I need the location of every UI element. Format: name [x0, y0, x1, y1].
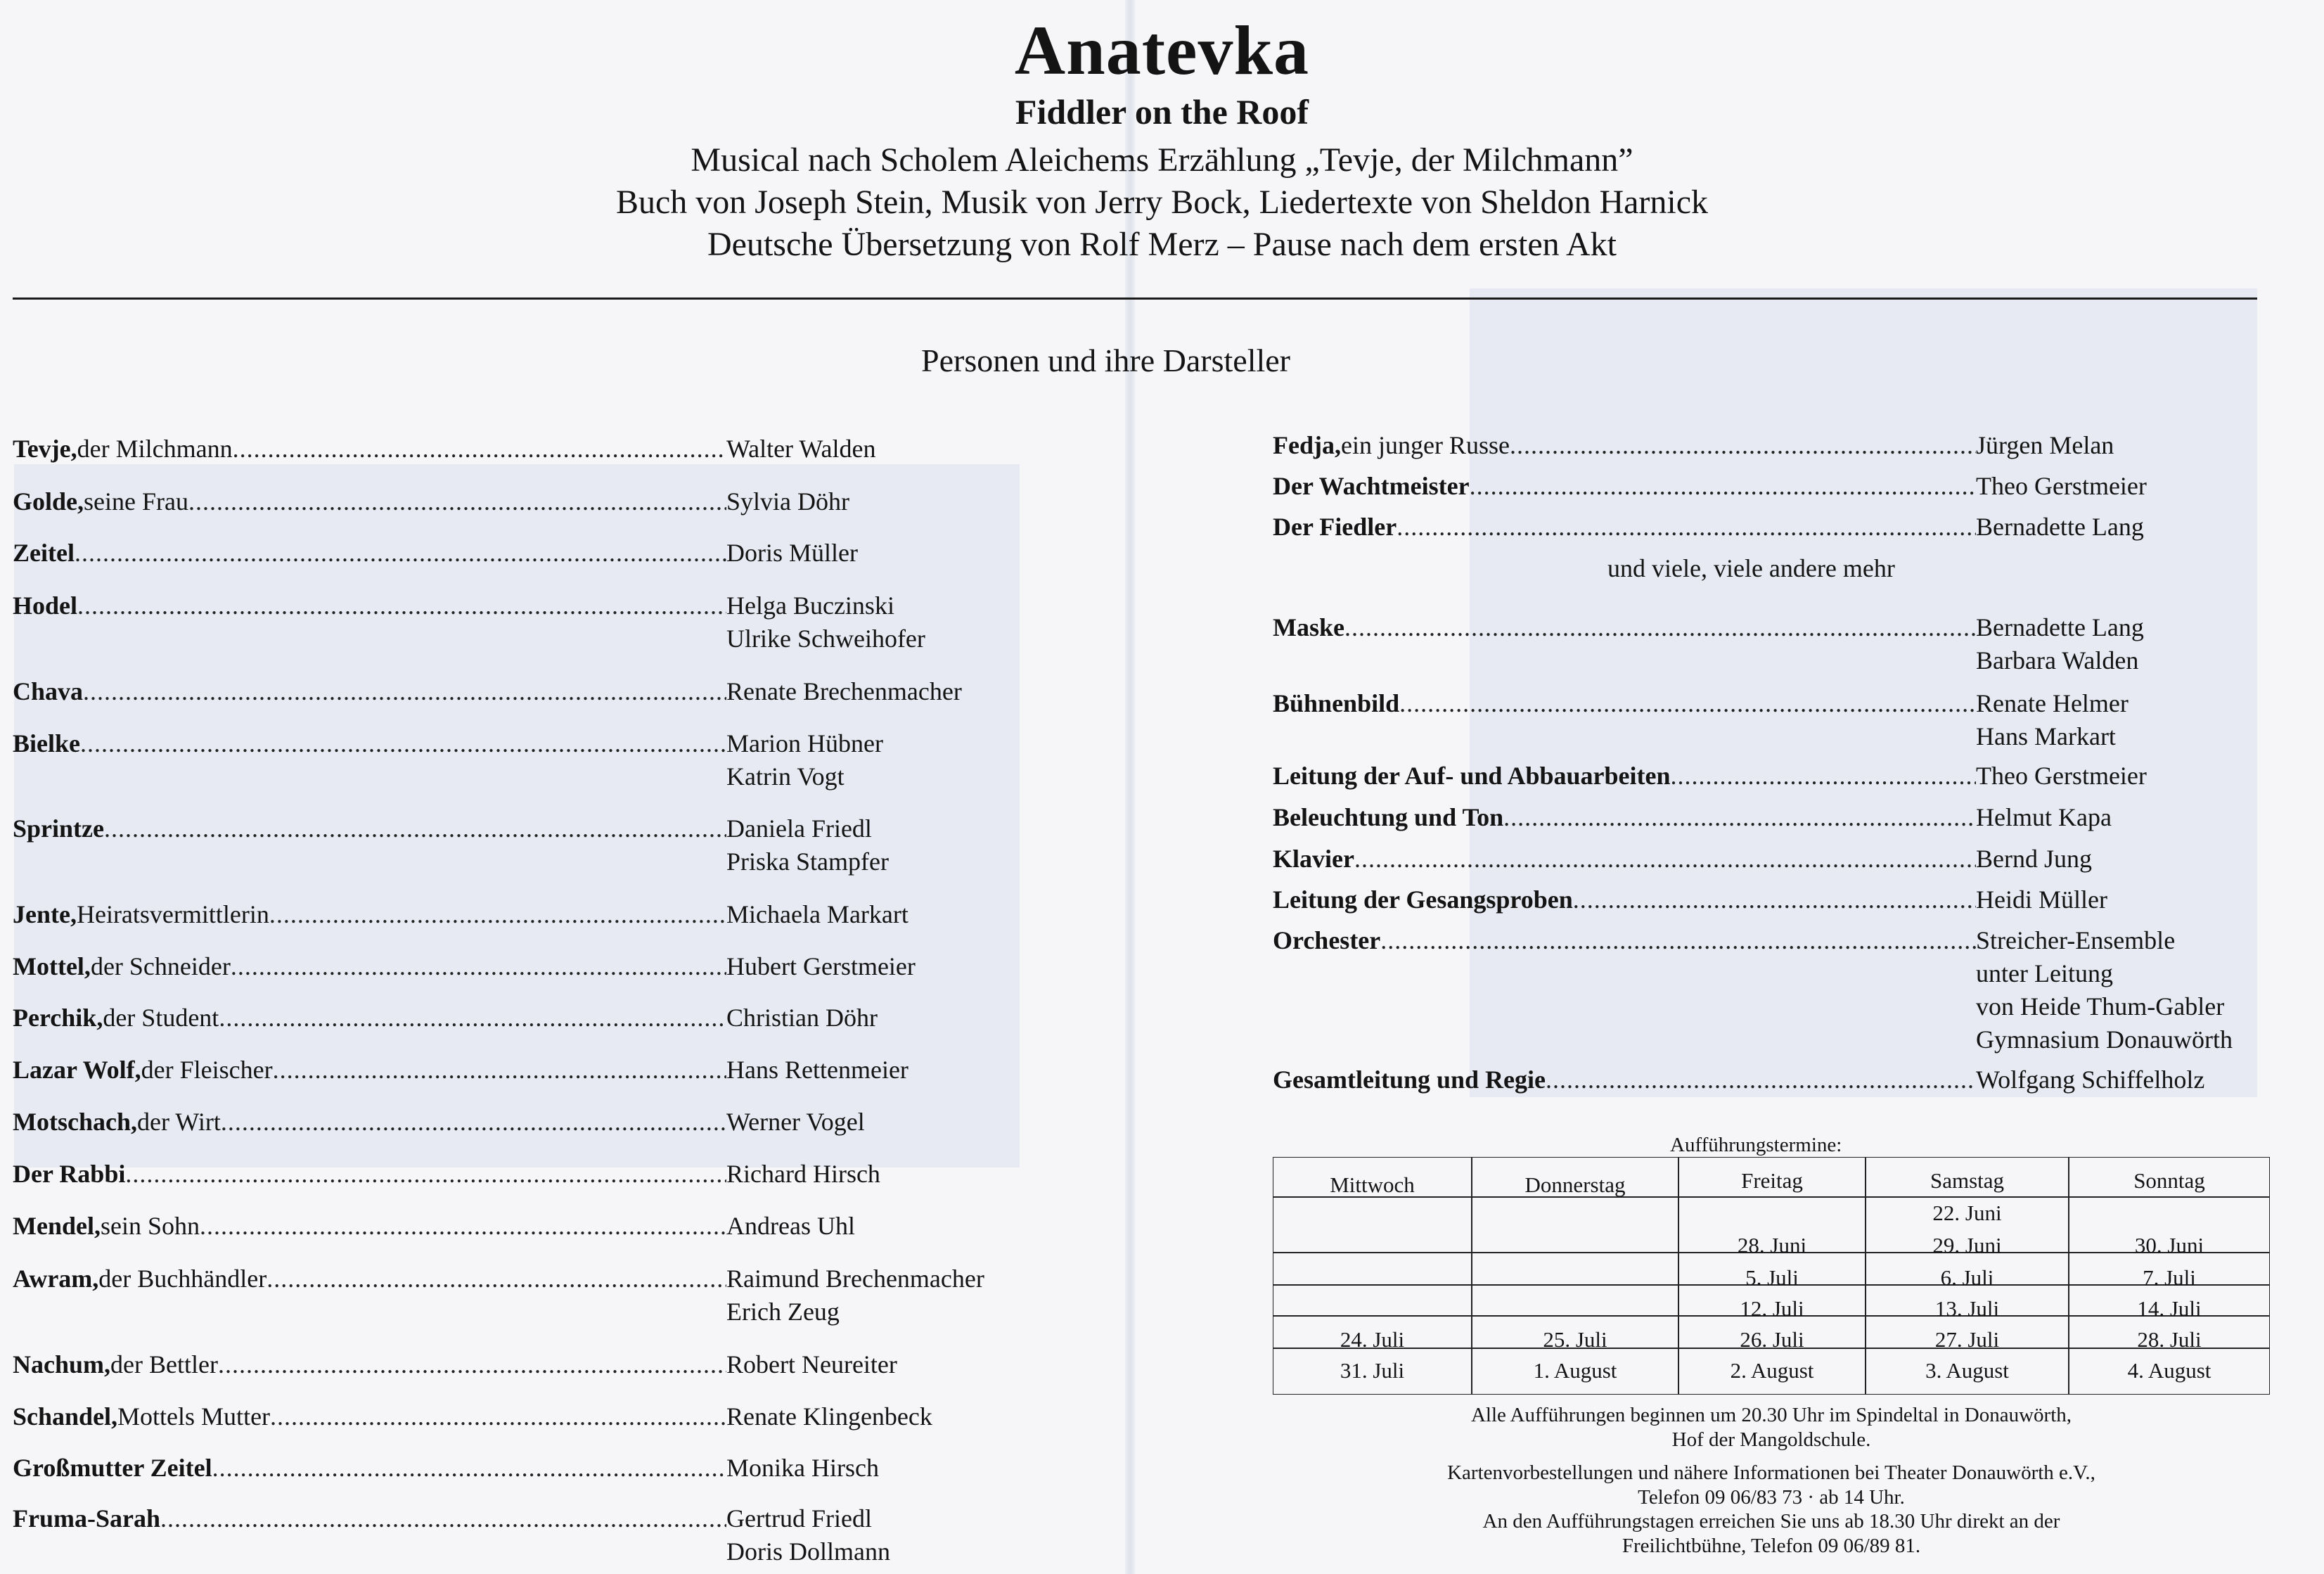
role-cell	[13, 537, 726, 570]
performer-name: von Heide Thum-Gabler	[1976, 992, 2225, 1020]
role-name: Nachum,	[13, 1350, 111, 1378]
performer-name: Ulrike Schweihofer	[726, 625, 925, 653]
role-cell	[1273, 924, 1976, 957]
cast-entry	[13, 727, 1110, 793]
dot-leader	[1344, 611, 1976, 644]
role-name: Großmutter Zeitel	[13, 1454, 212, 1482]
performer-names	[1976, 843, 2092, 876]
role-description: Mottels Mutter	[117, 1402, 271, 1431]
performer-name: Gertrud Friedl	[726, 1504, 872, 1533]
performer-name: Renate Brechenmacher	[726, 677, 962, 705]
role-cell	[1273, 760, 1976, 793]
dot-leader	[75, 537, 726, 570]
role-cell	[1273, 1063, 1976, 1096]
role-name: Zeitel	[13, 539, 75, 567]
role-cell	[13, 1348, 726, 1381]
role-description: seine Frau	[84, 487, 188, 516]
cast-entry	[13, 1502, 1110, 1568]
dot-leader	[1670, 760, 1976, 793]
role-description: der Buchhändler	[98, 1265, 267, 1293]
dot-leader	[218, 1348, 726, 1381]
cast-entry	[1273, 511, 2292, 544]
performance-date: 14. Juli	[2137, 1296, 2202, 1321]
performer-name: Robert Neureiter	[726, 1350, 897, 1378]
role-name: Sprintze	[13, 814, 104, 843]
role-name: Klavier	[1273, 845, 1354, 873]
performer-name: Katrin Vogt	[726, 762, 845, 791]
performer-names	[726, 675, 962, 708]
cast-entry	[1273, 470, 2292, 503]
performer-names	[726, 1054, 909, 1087]
performer-names	[726, 537, 858, 570]
performer-name: Renate Helmer	[1976, 689, 2129, 717]
performer-names	[726, 898, 909, 931]
note-line: An den Aufführungstagen erreichen Sie uns ab 18.30 Uhr direkt an der	[1482, 1510, 2060, 1533]
day-header: Donnerstag	[1524, 1172, 1626, 1197]
role-name: Golde,	[13, 487, 84, 516]
role-description: der Milchmann	[77, 435, 233, 463]
cast-entry	[1273, 611, 2292, 677]
note-line: Telefon 09 06/83 73 · ab 14 Uhr.	[1638, 1486, 1905, 1509]
role-name: Der Rabbi	[13, 1160, 126, 1188]
role-name: Mottel,	[13, 952, 91, 980]
role-cell	[1273, 843, 1976, 876]
performer-name: Theo Gerstmeier	[1976, 472, 2147, 500]
performance-date: 5. Juli	[1745, 1265, 1799, 1290]
performer-name: Priska Stampfer	[726, 847, 889, 876]
performer-names	[726, 433, 875, 466]
schedule-title: Aufführungstermine:	[1670, 1134, 1842, 1156]
performer-names	[1976, 1063, 2204, 1096]
performer-name: Helga Buczinski	[726, 591, 894, 620]
role-cell	[1273, 801, 1976, 834]
performance-date: 24. Juli	[1340, 1327, 1405, 1352]
role-cell	[13, 1054, 726, 1087]
dot-leader	[1573, 883, 1976, 916]
dot-leader	[212, 1452, 726, 1485]
role-description: der Student	[103, 1004, 219, 1032]
performer-name: Barbara Walden	[1976, 646, 2139, 674]
cast-entry	[13, 1348, 1110, 1381]
role-description: der Fleischer	[141, 1056, 273, 1084]
dot-leader	[1380, 924, 1976, 957]
performer-name: Richard Hirsch	[726, 1160, 880, 1188]
performer-name: Helmut Kapa	[1976, 803, 2112, 831]
performance-date: 12. Juli	[1740, 1296, 1804, 1321]
credit-line-source: Musical nach Scholem Aleichems Erzählung „Tevje, der Milchmann”	[691, 141, 1633, 179]
dot-leader	[1546, 1063, 1976, 1096]
cast-entry	[13, 1210, 1110, 1243]
cast-entry	[1273, 760, 2292, 793]
role-cell	[13, 1452, 726, 1485]
dot-leader	[219, 1002, 726, 1035]
performance-date: 3. August	[1925, 1358, 2009, 1383]
role-cell	[1273, 429, 1976, 462]
role-name: Leitung der Auf- und Abbauarbeiten	[1273, 762, 1671, 790]
performer-names	[726, 1158, 880, 1191]
performer-name: Renate Klingenbeck	[726, 1402, 932, 1431]
note-line: Kartenvorbestellungen und nähere Informationen bei Theater Donauwörth e.V.,	[1447, 1461, 2095, 1484]
role-name: Orchester	[1273, 926, 1381, 954]
note-line: Hof der Mangoldschule.	[1671, 1428, 1871, 1451]
performer-name: Bernadette Lang	[1976, 613, 2144, 641]
performer-name: unter Leitung	[1976, 959, 2113, 987]
performance-date: 4. August	[2127, 1358, 2211, 1383]
role-cell	[13, 433, 726, 466]
performer-name: Doris Müller	[726, 539, 858, 567]
cast-heading: Personen und ihre Darsteller	[921, 343, 1291, 378]
role-name: Hodel	[13, 591, 78, 620]
role-name: Motschach,	[13, 1108, 137, 1136]
dot-leader	[80, 727, 726, 760]
dot-leader	[1470, 470, 1976, 503]
day-header: Freitag	[1741, 1168, 1803, 1193]
role-name: Bielke	[13, 729, 80, 757]
dot-leader	[1503, 801, 1976, 834]
performance-date: 25. Juli	[1543, 1327, 1607, 1352]
performer-names	[1976, 470, 2147, 503]
performance-date: 22. Juni	[1932, 1201, 2002, 1225]
performer-names	[1976, 801, 2112, 834]
performer-names	[726, 812, 889, 878]
performer-name: Michaela Markart	[726, 900, 909, 928]
role-cell	[13, 1158, 726, 1191]
performer-names	[1976, 760, 2147, 793]
dot-leader	[233, 433, 726, 466]
note-line: Alle Aufführungen beginnen um 20.30 Uhr im Spindeltal in Donauwörth,	[1470, 1404, 2072, 1426]
performer-names	[726, 1502, 890, 1568]
role-cell	[1273, 883, 1976, 916]
role-cell	[13, 898, 726, 931]
cast-entry	[13, 485, 1110, 518]
dot-leader	[200, 1210, 726, 1243]
role-cell	[13, 1400, 726, 1433]
schedule-table	[1273, 1157, 2270, 1395]
role-cell	[13, 1502, 726, 1535]
role-cell	[13, 485, 726, 518]
note-venue	[1273, 1403, 2270, 1452]
day-header: Sonntag	[2133, 1168, 2205, 1193]
role-name: Jente,	[13, 900, 77, 928]
performer-name: Hans Rettenmeier	[726, 1056, 909, 1084]
dot-leader	[125, 1158, 726, 1191]
performer-names	[726, 1106, 865, 1139]
more-cast-note: und viele, viele andere mehr	[1607, 554, 1895, 582]
performer-names	[726, 950, 916, 983]
role-name: Mendel,	[13, 1212, 101, 1240]
dot-leader	[1510, 429, 1976, 462]
performer-names	[726, 1400, 932, 1433]
performance-date: 30. Juni	[2134, 1233, 2204, 1258]
note-line: Freilichtbühne, Telefon 09 06/89 81.	[1622, 1535, 1921, 1557]
cast-entry	[13, 537, 1110, 570]
page-title: Anatevka	[1014, 11, 1310, 89]
role-name: Lazar Wolf,	[13, 1056, 141, 1084]
role-description: Heiratsvermittlerin	[76, 900, 269, 928]
dot-leader	[1397, 511, 1976, 544]
cast-entry	[1273, 883, 2292, 916]
cast-entry	[13, 1106, 1110, 1139]
performer-names	[1976, 429, 2114, 462]
performer-names	[726, 1452, 879, 1485]
performer-name: Andreas Uhl	[726, 1212, 855, 1240]
role-name: Awram,	[13, 1265, 99, 1293]
role-cell	[1273, 511, 1976, 544]
performer-name: Bernadette Lang	[1976, 513, 2144, 541]
role-name: Chava	[13, 677, 84, 705]
role-cell	[13, 675, 726, 708]
performer-name: Hubert Gerstmeier	[726, 952, 916, 980]
performer-names	[726, 485, 849, 518]
performance-date: 28. Juni	[1737, 1233, 1807, 1258]
note-tickets	[1273, 1461, 2270, 1510]
performance-date: 13. Juli	[1934, 1296, 2000, 1321]
cast-entry	[13, 675, 1110, 708]
dot-leader	[188, 485, 726, 518]
dot-leader	[1399, 687, 1976, 720]
performer-names	[726, 1348, 897, 1381]
dot-leader	[221, 1106, 726, 1139]
role-cell	[13, 1262, 726, 1295]
performer-names	[1976, 883, 2107, 916]
dot-leader	[160, 1502, 726, 1535]
cast-entry	[13, 1452, 1110, 1485]
performance-date: 1. August	[1533, 1358, 1617, 1383]
cast-entry	[13, 433, 1110, 466]
credit-line-authors: Buch von Joseph Stein, Musik von Jerry Bock, Liedertexte von Sheldon Harnick	[615, 184, 1709, 221]
role-name: Leitung der Gesangsproben	[1273, 885, 1573, 914]
performer-names	[726, 1262, 984, 1329]
performance-date: 6. Juli	[1940, 1265, 1994, 1290]
role-name: Schandel,	[13, 1402, 118, 1431]
performer-name: Walter Walden	[726, 435, 876, 463]
role-name: Der Wachtmeister	[1273, 472, 1470, 500]
performance-date: 31. Juli	[1340, 1358, 1405, 1383]
dot-leader	[231, 950, 726, 983]
role-description: sein Sohn	[100, 1212, 200, 1240]
dot-leader	[270, 1400, 726, 1433]
cast-entry	[13, 1400, 1110, 1433]
performer-names	[726, 1002, 878, 1035]
dot-leader	[1354, 843, 1976, 876]
performer-names	[1976, 611, 2144, 677]
performance-date: 7. Juli	[2143, 1265, 2196, 1290]
cast-entry	[13, 1054, 1110, 1087]
day-header: Mittwoch	[1330, 1172, 1415, 1197]
performer-name: Sylvia Döhr	[726, 487, 849, 516]
cast-entry	[13, 812, 1110, 878]
performer-name: Gymnasium Donauwörth	[1976, 1025, 2233, 1054]
performer-name: Marion Hübner	[726, 729, 883, 757]
role-cell	[13, 727, 726, 760]
performer-name: Wolfgang Schiffelholz	[1976, 1066, 2205, 1094]
role-cell	[1273, 470, 1976, 503]
role-name: Fruma-Sarah	[13, 1504, 160, 1533]
performer-names	[726, 589, 925, 655]
role-cell	[13, 812, 726, 845]
performer-name: Hans Markart	[1976, 722, 2116, 750]
performer-name: Doris Dollmann	[726, 1537, 890, 1566]
performer-name: Streicher-Ensemble	[1976, 926, 2176, 954]
role-description: der Bettler	[110, 1350, 218, 1378]
role-cell	[13, 1106, 726, 1139]
page-subtitle: Fiddler on the Roof	[1015, 92, 1309, 132]
cast-entry	[13, 898, 1110, 931]
role-name: Der Fiedler	[1273, 513, 1397, 541]
cast-entry	[13, 950, 1110, 983]
role-name: Tevje,	[13, 435, 77, 463]
role-name: Maske	[1273, 613, 1344, 641]
performer-name: Raimund Brechenmacher	[726, 1265, 984, 1293]
role-cell	[13, 1002, 726, 1035]
divider-rule	[13, 297, 2257, 300]
cast-entry	[1273, 1063, 2292, 1096]
dot-leader	[77, 589, 726, 622]
day-header: Samstag	[1930, 1168, 2005, 1193]
performer-names	[1976, 924, 2233, 1056]
performer-name: Heidi Müller	[1976, 885, 2107, 914]
performer-names	[1976, 511, 2144, 544]
role-description: der Schneider	[90, 952, 231, 980]
credit-line-translation: Deutsche Übersetzung von Rolf Merz – Pause nach dem ersten Akt	[707, 226, 1617, 263]
role-cell	[13, 1210, 726, 1243]
cast-entry	[13, 589, 1110, 655]
dot-leader	[83, 675, 726, 708]
performer-name: Werner Vogel	[726, 1108, 865, 1136]
note-contact	[1273, 1509, 2270, 1559]
cast-entry	[1273, 843, 2292, 876]
performance-date: 2. August	[1730, 1358, 1814, 1383]
role-name: Beleuchtung und Ton	[1273, 803, 1504, 831]
performer-name: Theo Gerstmeier	[1976, 762, 2147, 790]
cast-entry	[1273, 924, 2292, 1056]
performer-name: Daniela Friedl	[726, 814, 872, 843]
performer-name: Jürgen Melan	[1976, 431, 2114, 459]
cast-entry	[13, 1158, 1110, 1191]
cast-entry	[1273, 687, 2292, 753]
performer-names	[726, 727, 883, 793]
role-name: Perchik,	[13, 1004, 103, 1032]
role-description: der Wirt	[136, 1108, 221, 1136]
dot-leader	[104, 812, 726, 845]
dot-leader	[273, 1054, 726, 1087]
role-name: Gesamtleitung und Regie	[1273, 1066, 1546, 1094]
role-cell	[13, 950, 726, 983]
performer-names	[726, 1210, 855, 1243]
performer-name: Monika Hirsch	[726, 1454, 879, 1482]
performer-name: Bernd Jung	[1976, 845, 2092, 873]
role-cell	[1273, 611, 1976, 644]
cast-entry	[1273, 801, 2292, 834]
cast-entry	[13, 1262, 1110, 1329]
dot-leader	[269, 898, 726, 931]
dot-leader	[267, 1262, 726, 1295]
performance-date: 26. Juli	[1740, 1327, 1804, 1352]
performer-name: Christian Döhr	[726, 1004, 878, 1032]
cast-entry	[13, 1002, 1110, 1035]
role-cell	[1273, 687, 1976, 720]
cast-entry	[1273, 429, 2292, 462]
performance-date: 29. Juni	[1932, 1233, 2002, 1258]
role-name: Bühnenbild	[1273, 689, 1400, 717]
performance-date: 28. Juli	[2137, 1327, 2202, 1352]
performer-names	[1976, 687, 2129, 753]
performer-name: Erich Zeug	[726, 1298, 840, 1326]
role-cell	[13, 589, 726, 622]
role-name: Fedja,	[1273, 431, 1341, 459]
performance-date: 27. Juli	[1934, 1327, 2000, 1352]
role-description: ein junger Russe	[1340, 431, 1510, 459]
